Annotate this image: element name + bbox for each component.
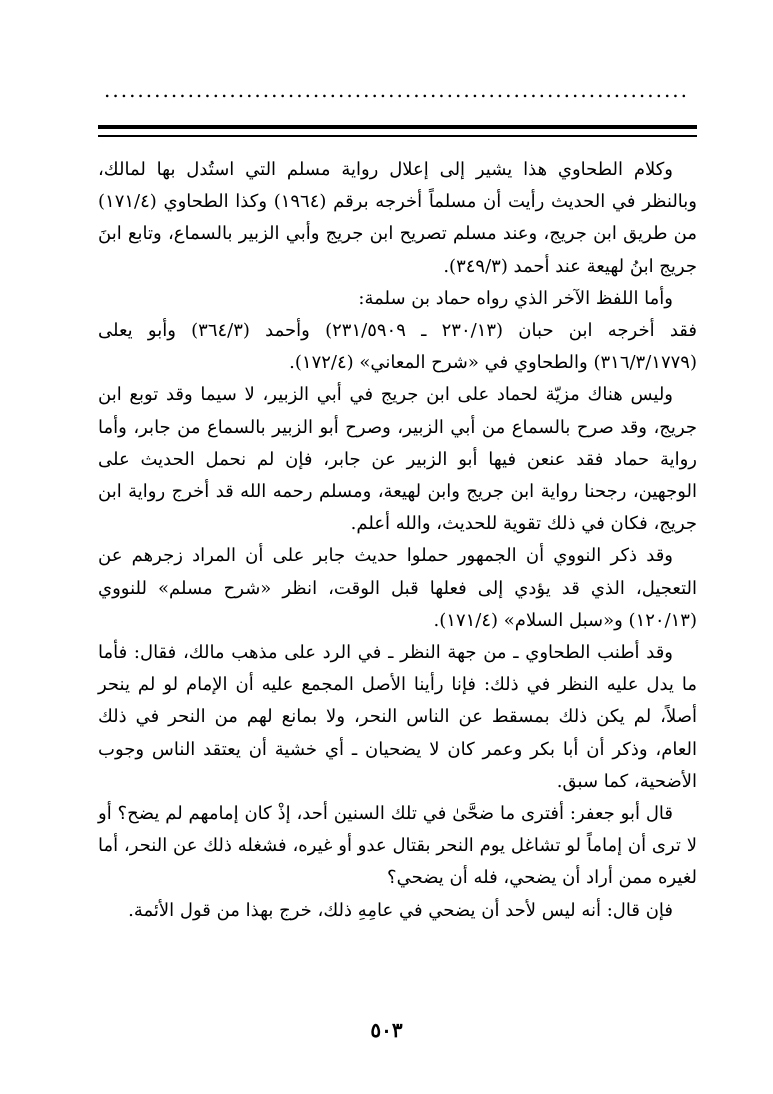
paragraph: وقد أطنب الطحاوي ـ من جهة النظر ـ في الرد على مذهب مالك، فقال: فأما ما يدل عليه النظر في ذلك: فإنا رأينا الأصل المجمع عليه أن الإمام لو لم ينحر أصلاً، لم يكن ذلك بمسقط عن الناس النحر، ولا بمانع لهم من النحر في ذلك العام، وذكر أن أبا بكر وعمر كان لا يضحيان ـ أي خشية أن يعتقد الناس وجوب الأضحية، كما سبق. [98,642,698,792]
paragraph: وليس هناك مزيّة لحماد على ابن جريج في أبي الزبير، لا سيما وقد توبع ابن جريج، وقد صرح بالسماع من أبي الزبير، وصرح أبو الزبير بالسماع من جابر، وأما رواية حماد فقد عنعن فيها أبو الزبير عن جابر، فإن لم نحمل الحديث على الوجهين، رجحنا رواية ابن جريج وابن لهيعة، ومسلم رحمه الله قد أخرج رواية ابن جريج، فكان في ذلك تقوية للحديث، والله أعلم. [98,384,697,535]
paragraph: وقد ذكر النووي أن الجمهور حملوا حديث جابر على أن المراد زجرهم عن التعجيل، الذي قد يؤدي إلى فعلها قبل الوقت، انظر «شرح مسلم» للنووي (١٢٠/١٣) و«سبل السلام» (١٧١/٤). [98,545,697,631]
body-text [98,154,697,927]
header-dotted-line: ...................................................................... [104,78,690,102]
paragraph: قال أبو جعفر: أفترى ما ضحَّىٰ في تلك السنين أحد، إذْ كان إمامهم لم يضح؟ أو لا ترى أن إماماً لو تشاغل يوم النحر بقتال عدو أو غيره، فشغله ذلك عن النحر، أما لغيره ممن أراد أن يضحي، فله أن يضحي؟ [98,803,697,889]
paragraph: وكلام الطحاوي هذا يشير إلى إعلال رواية مسلم التي استُدل بها لمالك، وبالنظر في الحديث رأيت أن مسلماً أخرجه برقم (١٩٦٤) وكذا الطحاوي (١٧١/٤) من طريق ابن جريج، وعند مسلم تصريح ابن جريج وأبي الزبير بالسماع، وتابع ابنَ جريج ابنُ لهيعة عند أحمد (٣٤٩/٣). [98,159,697,277]
paragraph: وأما اللفظ الآخر الذي رواه حماد بن سلمة: [358,287,673,309]
header-rule-thick [98,125,697,129]
header-rule-thin [98,135,697,137]
page-number: ٥٠٣ [370,1018,403,1042]
paragraph: فقد أخرجه ابن حبان (٢٣٠/١٣ ـ ٢٣١/٥٩٠٩) وأحمد (٣٦٤/٣) وأبو يعلى (٣١٦/٣/١٧٧٩) والطحاوي في «شرح المعاني» (١٧٢/٤). [98,320,698,374]
paragraph: فإن قال: أنه ليس لأحد أن يضحي في عامِهِ ذلك، خرج بهذا من قول الأئمة. [128,899,673,921]
